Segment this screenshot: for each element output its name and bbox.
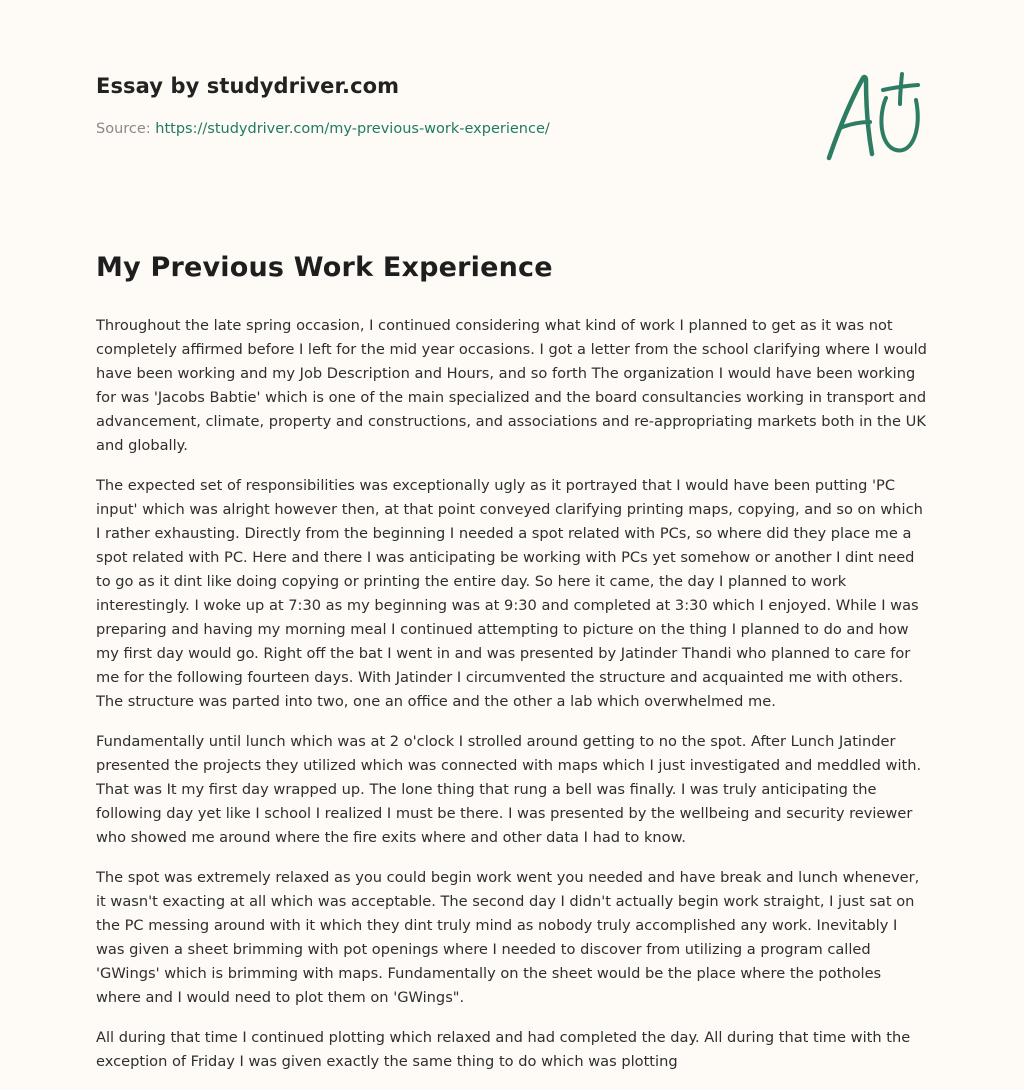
source-line [96, 121, 928, 137]
essay-body [96, 314, 928, 1090]
source-link[interactable]: https://studydriver.com/my-previous-work-experience/ [155, 121, 550, 137]
page-header [96, 74, 928, 137]
essay-paragraph: The expected set of responsibilities was exceptionally ugly as it portrayed that I would have been putting 'PC input' which was alright however then, at that point conveyed clarifying printing maps, copying, and so on which I rather exhausting. Directly from the beginning I needed a spot related with PCs, so where did they place me a spot related with PC. Here and there I was anticipating be working with PCs yet somehow or another I dint need to go as it dint like doing copying or printing the entire day. So here it came, the day I planned to work interestingly. I woke up at 7:30 as my beginning was at 9:30 and completed at 3:30 which I enjoyed. While I was preparing and having my morning meal I continued attempting to picture on the thing I planned to do and how my first day would go. Right off the bat I went in and was presented by Jatinder Thandi who planned to care for me for the following fourteen days. With Jatinder I circumvented the structure and acquainted me with others. The structure was parted into two, one an office and the other a lab which overwhelmed me. [96, 477, 923, 710]
essay-paragraph: Throughout the late spring occasion, I continued considering what kind of work I planned to get as it was not completely affirmed before I left for the mid year occasions. I got a letter from the school clarifying where I would have been working and my Job Description and Hours, and so forth The organization I would have been working for was 'Jacobs Babtie' which is one of the main specialized and the board consultancies working in transport and advancement, climate, property and constructions, and associations and re-appropriating markets both in the UK and globally. [96, 317, 927, 454]
essay-paragraph: All during that time I continued plotting which relaxed and had completed the day. All during that time with the exception of Friday I was given exactly the same thing to do which was plotting [96, 1029, 911, 1070]
site-brand: Essay by studydriver.com [96, 74, 400, 98]
essay-paragraph: The spot was extremely relaxed as you could begin work went you needed and have break and lunch whenever, it wasn't exacting at all which was acceptable. The second day I didn't actually begin work straight, I just sat on the PC messing around with it which they dint truly mind as nobody truly accomplished any work. Inevitably I was given a sheet brimming with pot openings where I needed to discover from utilizing a program called 'GWings' which is brimming with maps. Fundamentally on the sheet would be the place where the potholes where and I would need to plot them on 'GWings". [96, 869, 920, 1006]
source-label: Source: [96, 121, 151, 137]
essay-paragraph: Fundamentally until lunch which was at 2 o'clock I strolled around getting to no the spot. After Lunch Jatinder presented the projects they utilized which was connected with maps which I just investigated and meddled with. That was It my first day wrapped up. The lone thing that rung a bell was finally. I was truly anticipating the following day yet like I school I realized I must be there. I was presented by the wellbeing and security reviewer who showed me around where the fire exits where and other data I had to know. [96, 733, 922, 846]
a-plus-logo-icon [820, 66, 930, 166]
essay-title: My Previous Work Experience [96, 252, 553, 283]
